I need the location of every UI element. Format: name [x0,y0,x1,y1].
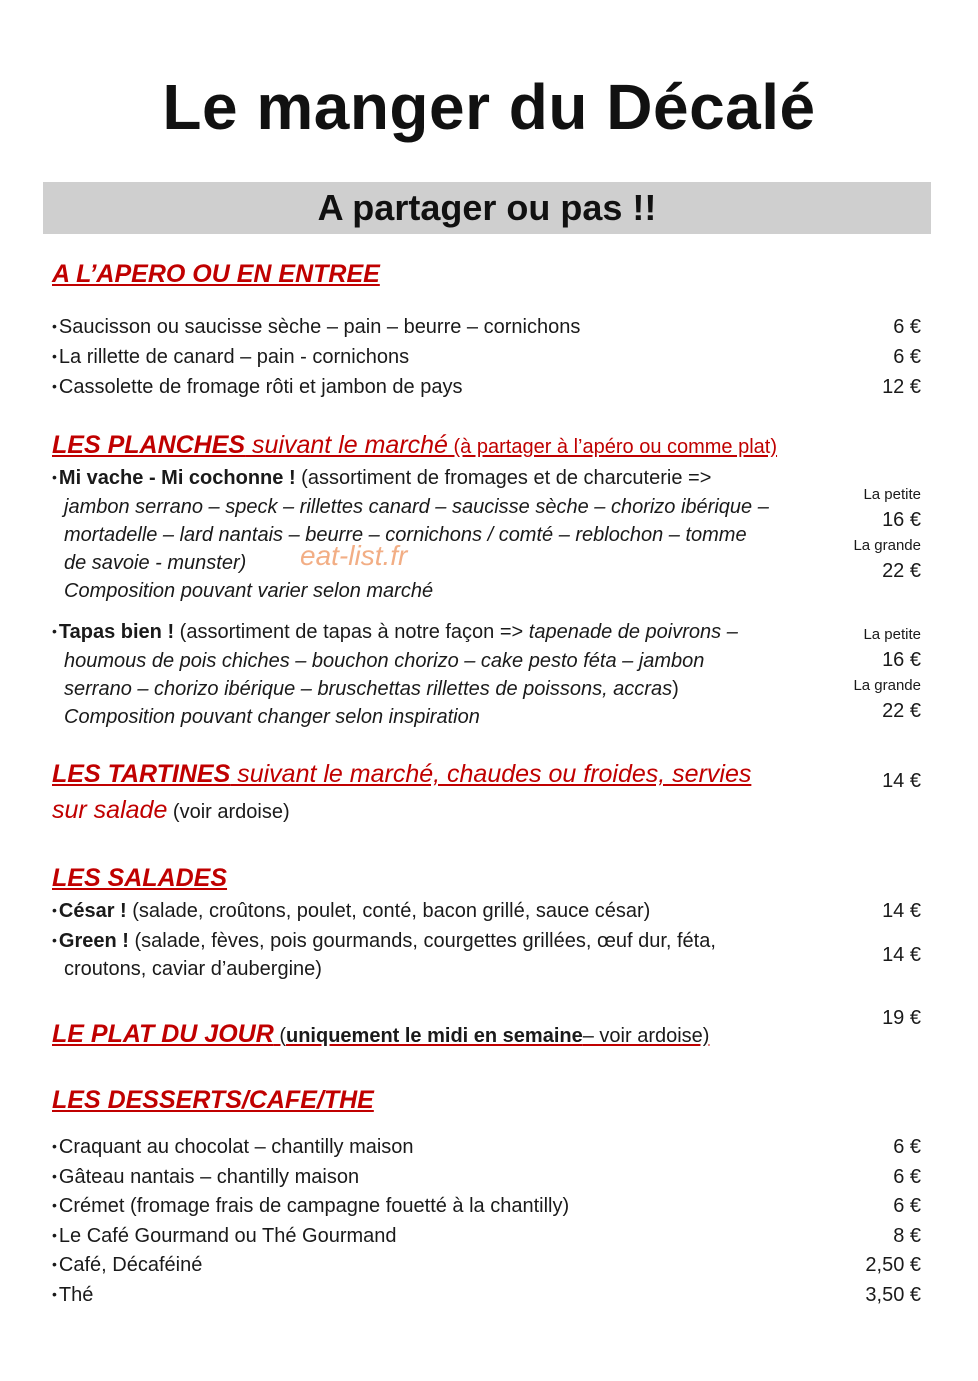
item-price: 16 € [882,649,921,671]
item-price: 12 € [882,376,921,398]
size-label-large: La grande [853,537,921,554]
item-price: 22 € [882,560,921,582]
list-item: • Cassolette de fromage rôti et jambon de pays [52,376,463,398]
size-label-large: La grande [853,677,921,694]
item-price: 8 € [893,1225,921,1247]
item-desc-line: houmous de pois chiches – bouchon chorizo – cake pesto féta – jambon [64,650,705,672]
item-price: 6 € [893,1166,921,1188]
list-item: • Crémet (fromage frais de campagne fouetté à la chantilly) [52,1195,570,1217]
list-item: • Saucisson ou saucisse sèche – pain – beurre – cornichons [52,316,581,338]
item-desc-line: de savoie - munster) [64,552,247,574]
heading-apero: A L’APERO OU EN ENTREE [52,260,380,288]
list-item: • Craquant au chocolat – chantilly maison [52,1136,414,1158]
item-price: 14 € [882,770,921,792]
list-item: • Gâteau nantais – chantilly maison [52,1166,360,1188]
list-item: • Café, Décaféiné [52,1254,203,1276]
item-price: 22 € [882,700,921,722]
list-item: • Thé [52,1284,94,1306]
list-item: • César ! (salade, croûtons, poulet, conté, bacon grillé, sauce césar) [52,900,651,922]
item-price: 14 € [882,900,921,922]
heading-salades: LES SALADES [52,864,228,892]
heading-planches: LES PLANCHES suivant le marché (à partager à l’apéro ou comme plat) [52,431,778,459]
heading-tartines-line2: sur salade (voir ardoise) [52,796,290,824]
item-price: 6 € [893,346,921,368]
item-price: 2,50 € [865,1254,921,1276]
item-desc-line: mortadelle – lard nantais – beurre – cornichons / comté – reblochon – tomme [64,524,747,546]
item-price: 16 € [882,509,921,531]
heading-subtitle: suivant le marché, chaudes ou froides, servies [230,760,752,788]
item-price: 19 € [882,1007,921,1029]
item-desc-line: Composition pouvant changer selon inspiration [64,706,480,728]
size-label-small: La petite [863,626,921,643]
page-title: Le manger du Décalé [162,71,816,143]
item-price: 14 € [882,944,921,966]
list-item: • Le Café Gourmand ou Thé Gourmand [52,1225,397,1247]
heading-subtitle: suivant le marché [245,431,448,459]
list-item: • La rillette de canard – pain - cornichons [52,346,410,368]
item-desc-line: Composition pouvant varier selon marché [64,580,434,602]
item-price: 6 € [893,316,921,338]
item-desc-line: serrano – chorizo ibérique – bruschettas rillettes de poissons, accras) [64,678,679,700]
item-price: 6 € [893,1136,921,1158]
list-item: • Green ! (salade, fèves, pois gourmands, courgettes grillées, œuf dur, féta, [52,930,716,952]
heading-desserts: LES DESSERTS/CAFE/THE [52,1086,374,1114]
section-banner [43,182,931,234]
item-desc-line: jambon serrano – speck – rillettes canard – saucisse sèche – chorizo ibérique – [64,496,769,518]
size-label-small: La petite [863,486,921,503]
heading-note: (à partager à l’apéro ou comme plat) [447,436,778,458]
item-desc-line: croutons, caviar d’aubergine) [64,958,322,980]
banner-text: A partager ou pas !! [317,187,657,228]
heading-plat-du-jour: LE PLAT DU JOUR (uniquement le midi en semaine– voir ardoise) [52,1020,710,1048]
item-price: 6 € [893,1195,921,1217]
item-price: 3,50 € [865,1284,921,1306]
watermark: eat-list.fr [300,540,408,571]
list-item: • Mi vache - Mi cochonne ! (assortiment de fromages et de charcuterie => [52,467,712,489]
heading-tartines: LES TARTINES suivant le marché, chaudes ou froides, servies [52,760,752,788]
list-item: • Tapas bien ! (assortiment de tapas à notre façon => tapenade de poivrons – [52,621,738,643]
